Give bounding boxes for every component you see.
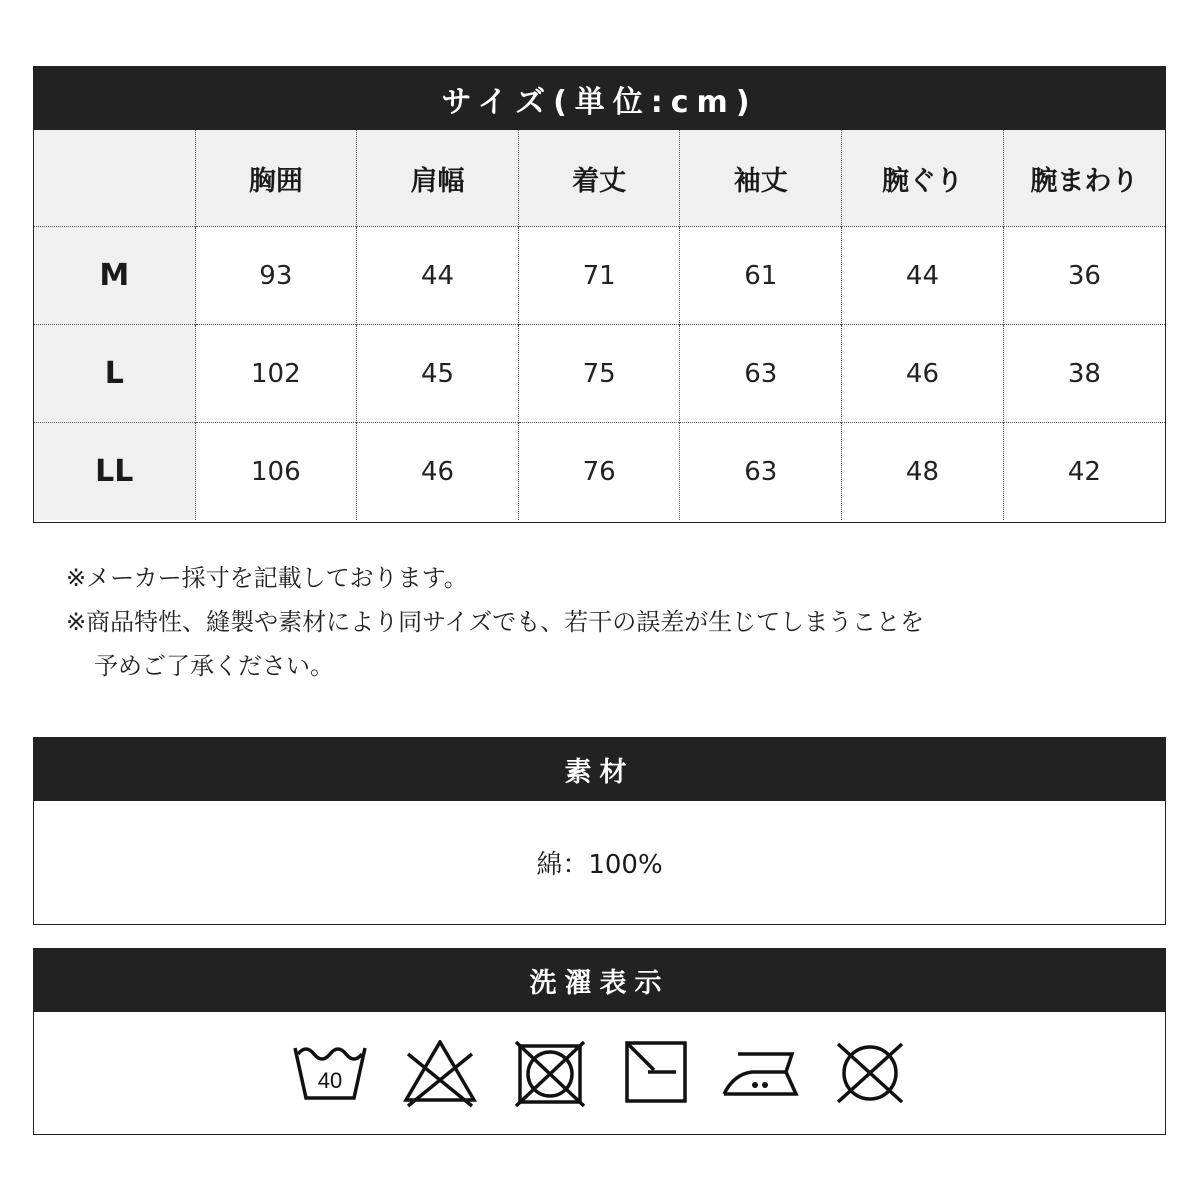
table-cell: 44 (357, 227, 519, 325)
size-table-header-row (34, 130, 1165, 227)
table-cell: 75 (518, 325, 680, 423)
table-row (34, 325, 1165, 423)
no-tumble-dry-icon (514, 1040, 586, 1108)
table-cell: 44 (842, 227, 1004, 325)
table-cell: 48 (842, 423, 1004, 521)
note-line: ※メーカー採寸を記載しております。 (66, 564, 468, 592)
size-table (34, 130, 1165, 520)
table-cell: 46 (357, 423, 519, 521)
table-cell: 76 (518, 423, 680, 521)
table-cell: 106 (195, 423, 357, 521)
table-cell: 63 (680, 325, 842, 423)
table-cell: 61 (680, 227, 842, 325)
care-title: 洗濯表示 (34, 949, 1165, 1012)
table-cell: 46 (842, 325, 1004, 423)
material-content: 綿：100% (536, 850, 663, 880)
column-header: 着丈 (518, 130, 680, 227)
note-line: 予めご了承ください。 (94, 652, 334, 680)
washtub-40-icon (292, 1040, 368, 1106)
care-section (33, 948, 1166, 1135)
line-dry-shade-icon (624, 1040, 688, 1106)
size-label: L (34, 325, 195, 423)
wash-temp-label: 40 (317, 1068, 343, 1093)
no-bleach-icon (402, 1040, 478, 1108)
column-header: 胸囲 (195, 130, 357, 227)
table-row (34, 227, 1165, 325)
note-line: ※商品特性、縫製や素材により同サイズでも、若干の誤差が生じてしまうことを (66, 608, 925, 636)
table-cell: 71 (518, 227, 680, 325)
care-icons (34, 1012, 1165, 1134)
table-row (34, 423, 1165, 521)
material-title: 素材 (34, 738, 1165, 801)
table-cell: 102 (195, 325, 357, 423)
size-chart-title: サイズ(単位:cm) (34, 67, 1165, 130)
size-chart (33, 66, 1166, 523)
column-header: 腕ぐり (842, 130, 1004, 227)
size-label: M (34, 227, 195, 325)
no-dry-clean-icon (832, 1040, 908, 1106)
corner-cell (34, 130, 195, 227)
size-label: LL (34, 423, 195, 521)
table-cell: 93 (195, 227, 357, 325)
size-notes (66, 556, 924, 688)
table-cell: 38 (1003, 325, 1165, 423)
table-cell: 63 (680, 423, 842, 521)
column-header: 袖丈 (680, 130, 842, 227)
iron-medium-icon (720, 1040, 800, 1106)
material-section (33, 737, 1166, 925)
column-header: 腕まわり (1003, 130, 1165, 227)
column-header: 肩幅 (357, 130, 519, 227)
table-cell: 42 (1003, 423, 1165, 521)
table-cell: 45 (357, 325, 519, 423)
table-cell: 36 (1003, 227, 1165, 325)
